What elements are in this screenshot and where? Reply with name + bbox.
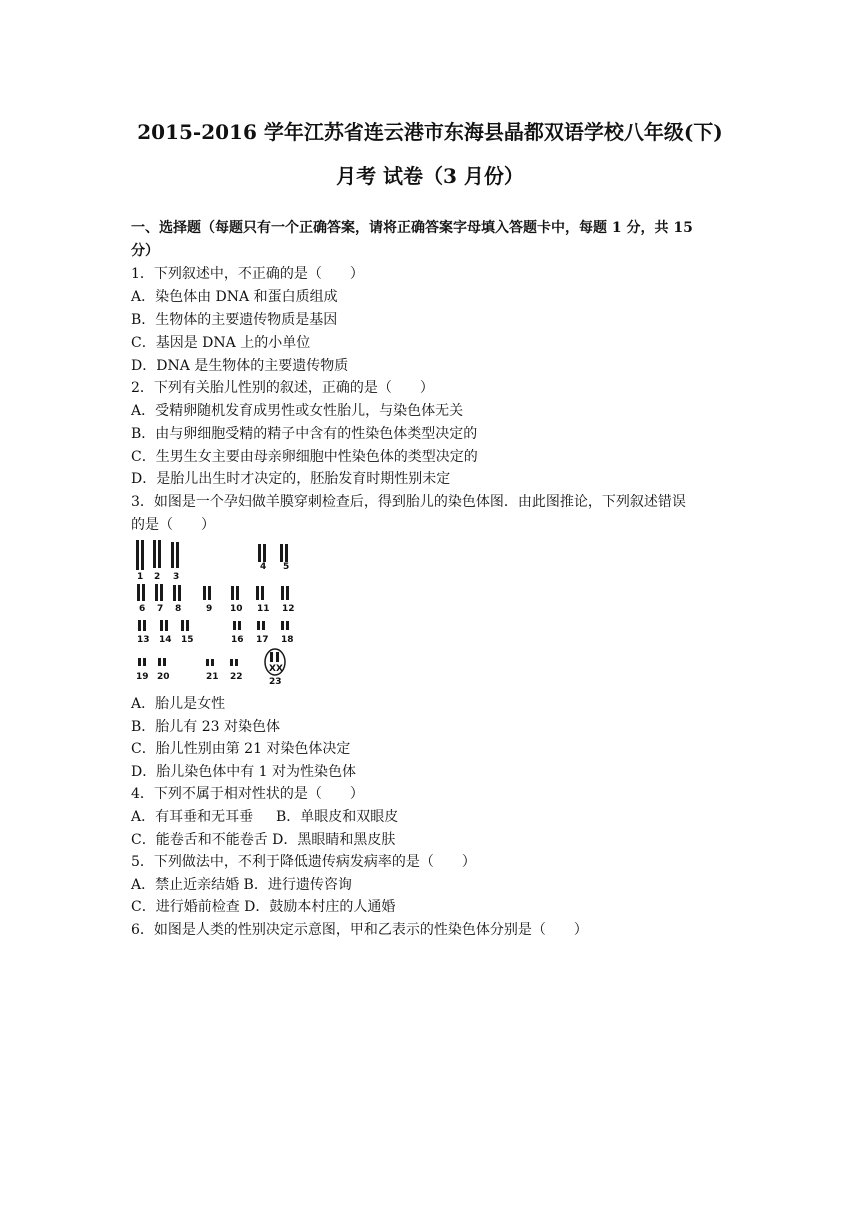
question-1-option-b: B．生物体的主要遗传物质是基因 (131, 312, 338, 328)
chromosome-row-2 (137, 584, 289, 601)
chromosome-label-5: 5 (283, 562, 290, 572)
chromosome-label-18: 18 (281, 635, 294, 645)
question-1-stem: 1．下列叙述中，不正确的是（ ） (131, 266, 364, 282)
question-1-option-a: A．染色体由 DNA 和蛋白质组成 (131, 289, 338, 305)
chromosome-label-14: 14 (159, 635, 172, 645)
section-heading-line1: 一、选择题（每题只有一个正确答案，请将正确答案字母填入答题卡中，每题 1 分，共 15 (131, 220, 693, 236)
question-4-stem: 4．下列不属于相对性状的是（ ） (131, 786, 364, 802)
chromosome-label-15: 15 (181, 635, 194, 645)
question-2-stem: 2．下列有关胎儿性别的叙述，正确的是（ ） (131, 380, 434, 396)
section-heading-line2: 分） (131, 243, 159, 259)
karyotype-figure (133, 536, 305, 686)
question-1-option-c: C．基因是 DNA 上的小单位 (131, 335, 311, 351)
chromosome-label-3: 3 (173, 572, 180, 582)
question-2-option-b: B．由与卵细胞受精的精子中含有的性染色体类型决定的 (131, 426, 478, 442)
question-4-options-cd: C．能卷舌和不能卷舌 D．黑眼睛和黑皮肤 (131, 832, 396, 848)
chromosome-label-19: 19 (136, 672, 149, 682)
question-4-options-ab: A．有耳垂和无耳垂 B．单眼皮和双眼皮 (131, 809, 399, 825)
question-3-option-b: B．胎儿有 23 对染色体 (131, 719, 281, 735)
chromosome-label-21: 21 (206, 672, 219, 682)
chromosome-label-11: 11 (257, 604, 270, 614)
question-2-option-d: D．是胎儿出生时才决定的，胚胎发育时期性别未定 (131, 471, 451, 487)
question-5-options-cd: C．进行婚前检查 D．鼓励本村庄的人通婚 (131, 899, 396, 915)
chromosome-label-10: 10 (230, 604, 243, 614)
sex-chromosome-label: XX (269, 664, 283, 674)
chromosome-label-7: 7 (157, 604, 164, 614)
chromosome-label-20: 20 (157, 672, 170, 682)
question-3-stem-line1: 3．如图是一个孕妇做羊膜穿刺检查后，得到胎儿的染色体图．由此图推论，下列叙述错误 (131, 494, 686, 510)
question-1-option-d: D．DNA 是生物体的主要遗传物质 (131, 358, 349, 374)
exam-title-line2: 月考 试卷（3 月份） (336, 164, 524, 188)
question-2-option-a: A．受精卵随机发育成男性或女性胎儿，与染色体无关 (131, 403, 464, 419)
question-5-stem: 5．下列做法中，不利于降低遗传病发病率的是（ ） (131, 854, 476, 870)
question-6-stem: 6．如图是人类的性别决定示意图，甲和乙表示的性染色体分别是（ ） (131, 922, 588, 938)
question-3-option-d: D．胎儿染色体中有 1 对为性染色体 (131, 764, 357, 780)
chromosome-row-3 (138, 620, 289, 631)
chromosome-label-16: 16 (231, 635, 244, 645)
question-3-option-c: C．胎儿性别由第 21 对染色体决定 (131, 741, 351, 757)
chromosome-label-1: 1 (137, 572, 144, 582)
question-5-options-ab: A．禁止近亲结婚 B．进行遗传咨询 (131, 877, 352, 893)
chromosome-label-9: 9 (206, 604, 213, 614)
question-3-stem-line2: 的是（ ） (131, 517, 215, 533)
question-2-option-c: C．生男生女主要由母亲卵细胞中性染色体的类型决定的 (131, 449, 478, 465)
chromosome-label-12: 12 (282, 604, 295, 614)
chromosome-label-13: 13 (137, 635, 150, 645)
exam-title-line1: 2015-2016 学年江苏省连云港市东海县晶都双语学校八年级(下) (137, 120, 723, 144)
chromosome-label-6: 6 (139, 604, 146, 614)
question-3-option-a: A．胎儿是女性 (131, 696, 226, 712)
chromosome-label-4: 4 (260, 562, 267, 572)
chromosome-label-23: 23 (269, 677, 282, 686)
chromosome-label-22: 22 (230, 672, 243, 682)
chromosome-label-8: 8 (175, 604, 182, 614)
chromosome-label-2: 2 (154, 572, 161, 582)
chromosome-label-17: 17 (256, 635, 269, 645)
